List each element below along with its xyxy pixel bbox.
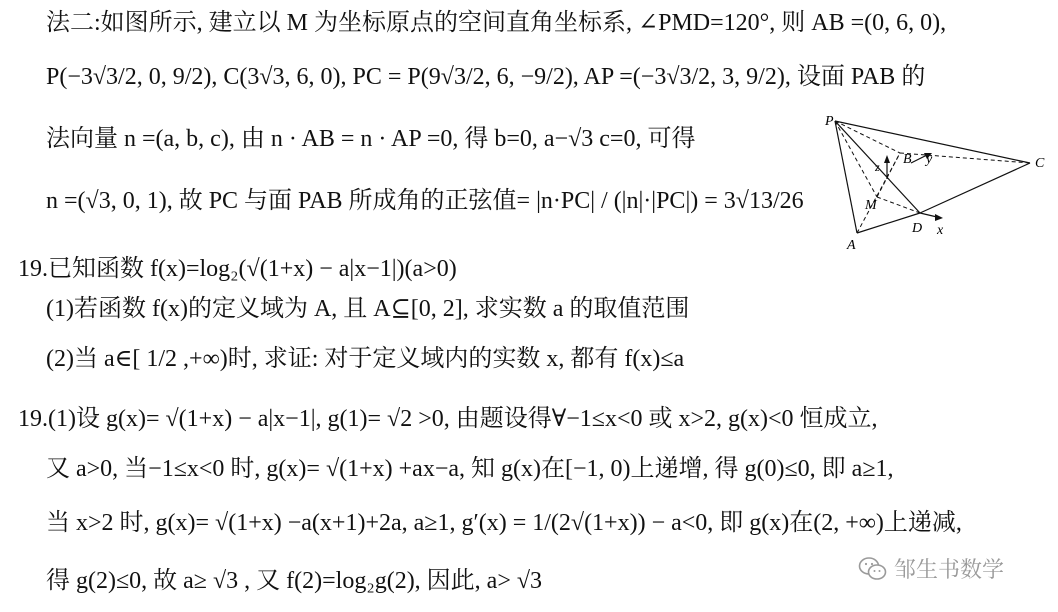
z-arrow-icon [884, 155, 890, 163]
text-line-5: 19.已知函数 f(x)=log₂(√(1+x) − a|x−1|)(a>0) [18, 256, 457, 282]
text-line-3: 法向量 n =(a, b, c), 由 n · AB = n · AP =0, 得 b=0, a−√3 c=0, 可得 [46, 126, 696, 152]
label-P: P [825, 114, 834, 129]
text-line-9: 又 a>0, 当−1≤x<0 时, g(x)= √(1+x) +ax−a, 知 g(x)在[−1, 0)上递增, 得 g(0)≤0, 即 a≥1, [46, 456, 894, 482]
text-line-2: P(−3√3/2, 0, 9/2), C(3√3, 6, 0), PC = P(9√3/2, 6, −9/2), AP =(−3√3/2, 3, 9/2), 设面 PAB 的 [46, 64, 926, 90]
edge-PB [835, 121, 900, 153]
text-line-6: (1)若函数 f(x)的定义域为 A, 且 A⊆[0, 2], 求实数 a 的取值范围 [46, 296, 690, 322]
label-x: x [937, 223, 944, 238]
text-line-7: (2)当 a∈[ 1/2 ,+∞)时, 求证: 对于定义域内的实数 x, 都有 f(x)≤a [46, 346, 685, 372]
edge-BC [900, 153, 1030, 163]
label-y: y [926, 152, 933, 167]
edge-AD [857, 213, 920, 233]
watermark [858, 553, 1004, 584]
x-arrow-icon [935, 214, 943, 221]
label-D: D [912, 221, 923, 236]
label-A: A [847, 238, 856, 253]
edge-PA [835, 121, 857, 233]
label-B: B [903, 152, 912, 167]
edge-DC [920, 163, 1030, 213]
edge-MD [877, 197, 920, 213]
text-line-10: 当 x>2 时, g(x)= √(1+x) −a(x+1)+2a, a≥1, g′(x) = 1/(2√(1+x)) − a<0, 即 g(x)在(2, +∞)上递减, [46, 510, 962, 536]
y-axis [911, 155, 927, 163]
label-M: M [865, 198, 877, 213]
label-z: z [875, 160, 880, 174]
text-line-11: 得 g(2)≤0, 故 a≥ √3 , 又 f(2)=log₂g(2), 因此, a> √3 [46, 568, 543, 594]
wechat-icon [858, 556, 888, 582]
watermark-text: 邹生书数学 [894, 558, 1005, 583]
edge-PC [835, 121, 1030, 163]
pyramid-diagram [815, 105, 1055, 255]
text-line-1: 法二:如图所示, 建立以 M 为坐标原点的空间直角坐标系, ∠PMD=120°, 则 AB =(0, 6, 0), [46, 10, 947, 36]
label-C: C [1035, 156, 1045, 171]
text-line-8: 19.(1)设 g(x)= √(1+x) − a|x−1|, g(1)= √2 >0, 由题设得∀−1≤x<0 或 x>2, g(x)<0 恒成立, [18, 406, 878, 432]
text-line-4: n =(√3, 0, 1), 故 PC 与面 PAB 所成角的正弦值= |n·PC| / (|n|·|PC|) = 3√13/26 [46, 188, 804, 214]
x-axis [920, 213, 937, 217]
